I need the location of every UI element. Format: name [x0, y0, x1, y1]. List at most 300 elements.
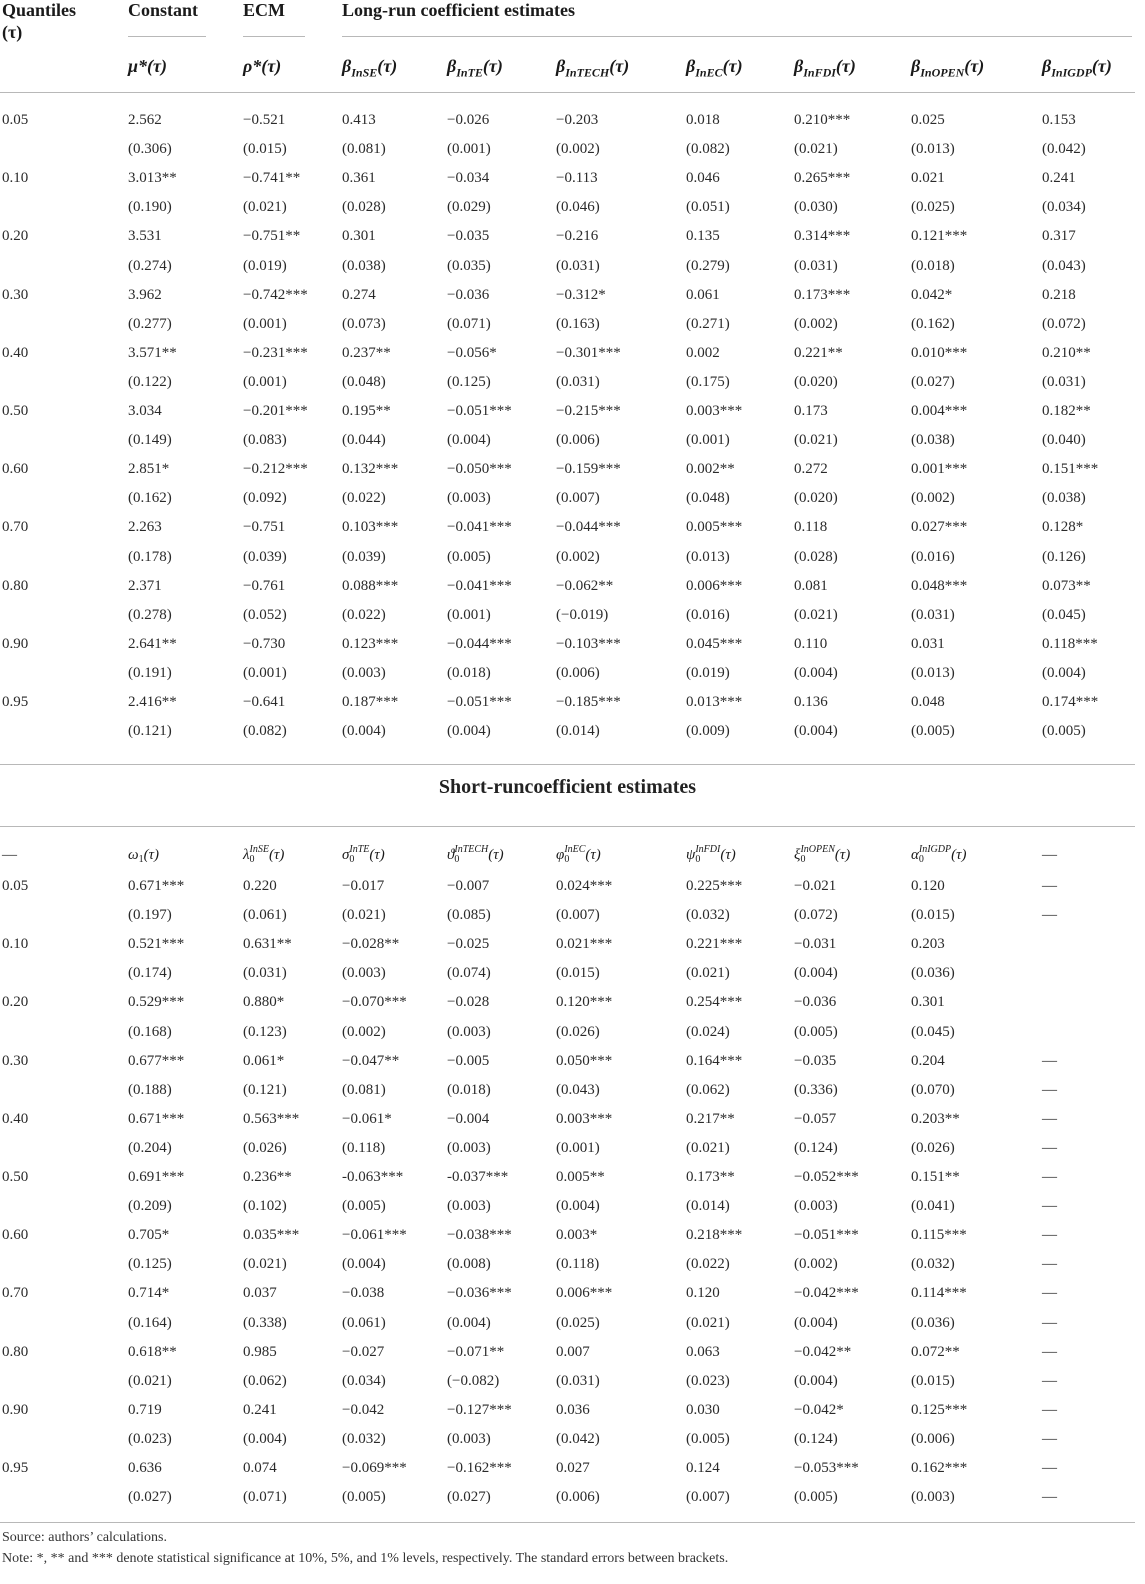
- standard-error-cell: (0.031): [556, 258, 600, 274]
- coefficient-cell: 0.225***: [686, 878, 743, 894]
- standard-error-cell: (0.041): [911, 1198, 955, 1214]
- coefficient-cell: 0.162***: [911, 1460, 968, 1476]
- standard-error-cell: (0.005): [794, 1489, 838, 1505]
- standard-error-cell: (0.045): [1042, 607, 1086, 623]
- standard-error-cell: (0.021): [686, 1140, 730, 1156]
- coefficient-cell: −0.730: [243, 636, 286, 652]
- standard-error-cell: (0.125): [128, 1256, 172, 1272]
- coefficient-cell: 0.187***: [342, 694, 399, 710]
- standard-error-cell: (0.045): [911, 1024, 955, 1040]
- symbol-base: φ: [556, 847, 565, 863]
- beta-subscript: InSE: [351, 65, 378, 80]
- symbol-base: α: [911, 847, 919, 863]
- coefficient-cell: 0.073**: [1042, 578, 1091, 594]
- beta-header-inse: [342, 56, 397, 83]
- coefficient-cell: 0.985: [243, 1344, 277, 1360]
- standard-error-cell: (0.125): [447, 374, 491, 390]
- standard-error-cell: (0.163): [556, 316, 600, 332]
- standard-error-cell: (0.005): [342, 1489, 386, 1505]
- standard-error-cell: (0.019): [686, 665, 730, 681]
- standard-error-cell: (0.085): [447, 907, 491, 923]
- coefficient-cell: 0.677***: [128, 1053, 185, 1069]
- beta-symbol: β: [1042, 56, 1052, 76]
- standard-error-cell: —: [1042, 907, 1057, 923]
- standard-error-cell: (0.118): [342, 1140, 386, 1156]
- short-run-title-rule: [0, 826, 1135, 827]
- standard-error-cell: (0.034): [342, 1373, 386, 1389]
- symbol-base: λ: [243, 847, 250, 863]
- standard-error-cell: (0.081): [342, 1082, 386, 1098]
- quantile-label: 0.20: [2, 994, 29, 1010]
- symbol-argument: (τ): [143, 847, 159, 863]
- coefficient-cell: 0.254***: [686, 994, 743, 1010]
- standard-error-cell: (0.004): [342, 1256, 386, 1272]
- symbol-subscript: 0: [349, 854, 355, 865]
- standard-error-cell: (0.015): [556, 965, 600, 981]
- coefficient-cell: 0.236**: [243, 1169, 292, 1185]
- beta-subscript: InTECH: [565, 65, 610, 80]
- standard-error-cell: (0.061): [243, 907, 287, 923]
- standard-error-cell: (0.004): [794, 1315, 838, 1331]
- standard-error-cell: (0.004): [794, 723, 838, 739]
- standard-error-cell: (0.082): [686, 141, 730, 157]
- standard-error-cell: (0.124): [794, 1431, 838, 1447]
- coefficient-cell: −0.061***: [342, 1227, 407, 1243]
- coefficient-cell: 0.103***: [342, 519, 399, 535]
- coefficient-cell: 0.220: [243, 878, 277, 894]
- standard-error-cell: (0.026): [556, 1024, 600, 1040]
- coefficient-cell: —: [1042, 1402, 1057, 1418]
- symbol-base: σ: [342, 847, 350, 863]
- standard-error-cell: (0.174): [128, 965, 172, 981]
- standard-error-cell: (0.028): [342, 199, 386, 215]
- standard-error-cell: (0.031): [243, 965, 287, 981]
- coefficient-cell: −0.050***: [447, 461, 512, 477]
- beta-symbol: β: [686, 56, 696, 76]
- coefficient-cell: −0.027: [342, 1344, 385, 1360]
- coefficient-cell: —: [1042, 1460, 1057, 1476]
- standard-error-cell: (0.005): [794, 1024, 838, 1040]
- beta-subscript: InOPEN: [920, 65, 965, 80]
- standard-error-cell: (0.006): [556, 665, 600, 681]
- coefficient-cell: 0.272: [794, 461, 828, 477]
- coefficient-cell: 0.125***: [911, 1402, 968, 1418]
- symbol-argument: (τ): [268, 847, 285, 863]
- quantile-label: 0.05: [2, 112, 29, 128]
- standard-error-cell: (0.025): [556, 1315, 600, 1331]
- coefficient-cell: 0.210**: [1042, 345, 1091, 361]
- coefficient-cell: −0.034: [447, 170, 490, 186]
- symbol-scripts: [250, 845, 269, 865]
- short-run-symbol: [447, 845, 504, 865]
- standard-error-cell: (0.029): [447, 199, 491, 215]
- coefficient-cell: −0.761: [243, 578, 286, 594]
- coefficient-cell: 0.203**: [911, 1111, 960, 1127]
- coefficient-cell: 2.641**: [128, 636, 177, 652]
- standard-error-cell: (0.121): [128, 723, 172, 739]
- symbol-subscript: 0: [564, 854, 570, 865]
- standard-error-cell: (0.036): [911, 965, 955, 981]
- coefficient-cell: 0.135: [686, 228, 720, 244]
- standard-error-cell: (0.005): [447, 549, 491, 565]
- standard-error-cell: (0.001): [447, 141, 491, 157]
- coefficient-cell: −0.031: [794, 936, 837, 952]
- constant-underline: [128, 36, 206, 37]
- standard-error-cell: (0.016): [911, 549, 955, 565]
- standard-error-cell: (0.001): [243, 316, 287, 332]
- coefficient-cell: 3.013**: [128, 170, 177, 186]
- beta-symbol: β: [342, 56, 352, 76]
- coefficient-cell: —: [1042, 1285, 1057, 1301]
- coefficient-cell: −0.036***: [447, 1285, 512, 1301]
- standard-error-cell: (0.102): [243, 1198, 287, 1214]
- coefficient-cell: 0.005***: [686, 519, 743, 535]
- standard-error-cell: (0.002): [911, 490, 955, 506]
- beta-header-infdi: [794, 56, 856, 83]
- standard-error-cell: (0.003): [911, 1489, 955, 1505]
- coefficient-cell: −0.741**: [243, 170, 301, 186]
- standard-error-cell: (0.031): [556, 1373, 600, 1389]
- coefficient-cell: 0.061*: [243, 1053, 285, 1069]
- coefficient-cell: 0.031: [911, 636, 945, 652]
- coefficient-cell: 0.151**: [911, 1169, 960, 1185]
- standard-error-cell: (0.042): [556, 1431, 600, 1447]
- symbol-scripts: [564, 845, 585, 865]
- standard-error-cell: (0.003): [342, 665, 386, 681]
- standard-error-cell: (0.122): [128, 374, 172, 390]
- coefficient-cell: 0.301: [342, 228, 376, 244]
- symbol-superscript: InSE: [249, 844, 269, 855]
- standard-error-cell: (0.004): [342, 723, 386, 739]
- coefficient-cell: 0.563***: [243, 1111, 300, 1127]
- standard-error-cell: —: [1042, 1431, 1057, 1447]
- coefficient-cell: −0.751: [243, 519, 286, 535]
- standard-error-cell: —: [1042, 1489, 1057, 1505]
- standard-error-cell: (0.013): [911, 141, 955, 157]
- standard-error-cell: (0.338): [243, 1315, 287, 1331]
- standard-error-cell: (0.005): [342, 1198, 386, 1214]
- symbol-superscript: InFDI: [695, 844, 721, 855]
- coefficient-cell: 0.301: [911, 994, 945, 1010]
- coefficient-cell: −0.005: [447, 1053, 490, 1069]
- quantile-label: 0.20: [2, 228, 29, 244]
- standard-error-cell: (0.190): [128, 199, 172, 215]
- long-run-header-rule: [0, 92, 1135, 93]
- coefficient-cell: −0.521: [243, 112, 286, 128]
- symbol-base: ξ: [794, 847, 801, 863]
- standard-error-cell: (0.027): [447, 1489, 491, 1505]
- standard-error-cell: (0.178): [128, 549, 172, 565]
- coefficient-cell: −0.036: [447, 287, 490, 303]
- coefficient-cell: −0.742***: [243, 287, 308, 303]
- quantile-label: 0.95: [2, 1460, 29, 1476]
- standard-error-cell: (0.036): [911, 1315, 955, 1331]
- coefficient-cell: 2.371: [128, 578, 162, 594]
- standard-error-cell: (0.028): [794, 549, 838, 565]
- standard-error-cell: (0.121): [243, 1082, 287, 1098]
- coefficient-cell: 0.006***: [686, 578, 743, 594]
- long-run-title: Long-run coefficient estimates: [342, 0, 575, 20]
- standard-error-cell: (0.004): [794, 665, 838, 681]
- coefficient-cell: 0.010***: [911, 345, 968, 361]
- standard-error-cell: (0.081): [342, 141, 386, 157]
- standard-error-cell: (0.004): [1042, 665, 1086, 681]
- quantile-label: 0.10: [2, 170, 29, 186]
- beta-subscript: InFDI: [803, 65, 836, 80]
- coefficient-cell: 0.048***: [911, 578, 968, 594]
- standard-error-cell: (0.022): [342, 490, 386, 506]
- symbol-scripts: [349, 845, 369, 865]
- quantile-label: 0.95: [2, 694, 29, 710]
- coefficient-cell: —: [1042, 1169, 1057, 1185]
- coefficient-cell: −0.053***: [794, 1460, 859, 1476]
- coefficient-cell: 3.531: [128, 228, 162, 244]
- ecm-header: ECM: [243, 0, 285, 20]
- coefficient-cell: 0.671***: [128, 878, 185, 894]
- coefficient-cell: 0.132***: [342, 461, 399, 477]
- coefficient-cell: −0.070***: [342, 994, 407, 1010]
- standard-error-cell: (0.043): [556, 1082, 600, 1098]
- coefficient-cell: 0.691***: [128, 1169, 185, 1185]
- coefficient-cell: 0.045***: [686, 636, 743, 652]
- coefficient-cell: 0.048: [911, 694, 945, 710]
- standard-error-cell: (0.031): [1042, 374, 1086, 390]
- long-run-underline: [342, 36, 1132, 37]
- coefficient-cell: −0.062**: [556, 578, 614, 594]
- coefficient-cell: −0.069***: [342, 1460, 407, 1476]
- standard-error-cell: (0.197): [128, 907, 172, 923]
- standard-error-cell: (0.209): [128, 1198, 172, 1214]
- quantile-label: 0.50: [2, 1169, 29, 1185]
- standard-error-cell: (0.013): [911, 665, 955, 681]
- short-run-symbol: [911, 845, 966, 865]
- beta-header-inigdp: [1042, 56, 1112, 83]
- standard-error-cell: (0.031): [556, 374, 600, 390]
- coefficient-cell: −0.751**: [243, 228, 301, 244]
- standard-error-cell: (0.030): [794, 199, 838, 215]
- standard-error-cell: (0.035): [447, 258, 491, 274]
- standard-error-cell: (0.043): [1042, 258, 1086, 274]
- standard-error-cell: (0.008): [447, 1256, 491, 1272]
- coefficient-cell: 0.002: [686, 345, 720, 361]
- coefficient-cell: 0.114***: [911, 1285, 967, 1301]
- coefficient-cell: −0.216: [556, 228, 599, 244]
- coefficient-cell: 0.018: [686, 112, 720, 128]
- coefficient-cell: 0.714*: [128, 1285, 170, 1301]
- standard-error-cell: (0.014): [556, 723, 600, 739]
- beta-argument: (τ): [609, 56, 630, 76]
- standard-error-cell: (0.003): [447, 1024, 491, 1040]
- standard-error-cell: (0.020): [794, 490, 838, 506]
- coefficient-cell: 2.562: [128, 112, 162, 128]
- standard-error-cell: (−0.082): [447, 1373, 500, 1389]
- coefficient-cell: 0.151***: [1042, 461, 1099, 477]
- coefficient-cell: -0.037***: [447, 1169, 509, 1185]
- coefficient-cell: 0.003***: [556, 1111, 613, 1127]
- coefficient-cell: −0.231***: [243, 345, 308, 361]
- coefficient-cell: −0.004: [447, 1111, 490, 1127]
- coefficient-cell: 0.118***: [1042, 636, 1098, 652]
- standard-error-cell: (0.026): [911, 1140, 955, 1156]
- standard-error-cell: (0.048): [342, 374, 386, 390]
- beta-subscript: InIGDP: [1051, 65, 1092, 80]
- coefficient-cell: 0.636: [128, 1460, 162, 1476]
- standard-error-cell: (0.016): [686, 607, 730, 623]
- standard-error-cell: (0.023): [686, 1373, 730, 1389]
- coefficient-cell: 0.880*: [243, 994, 285, 1010]
- standard-error-cell: (0.027): [911, 374, 955, 390]
- coefficient-cell: 0.521***: [128, 936, 185, 952]
- coefficient-cell: 0.164***: [686, 1053, 743, 1069]
- symbol-subscript: 0: [454, 854, 460, 865]
- standard-error-cell: (0.072): [1042, 316, 1086, 332]
- standard-error-cell: (0.021): [342, 907, 386, 923]
- coefficient-cell: 0.265***: [794, 170, 851, 186]
- standard-error-cell: (0.274): [128, 258, 172, 274]
- coefficient-cell: −0.127***: [447, 1402, 512, 1418]
- standard-error-cell: (0.004): [556, 1198, 600, 1214]
- coefficient-cell: −0.203: [556, 112, 599, 128]
- coefficient-cell: 0.002**: [686, 461, 735, 477]
- short-run-symbol: [556, 845, 601, 865]
- coefficient-cell: 0.210***: [794, 112, 851, 128]
- standard-error-cell: (0.042): [1042, 141, 1086, 157]
- standard-error-cell: (0.004): [794, 965, 838, 981]
- coefficient-cell: 0.413: [342, 112, 376, 128]
- coefficient-cell: −0.038: [342, 1285, 385, 1301]
- coefficient-cell: 0.705*: [128, 1227, 170, 1243]
- standard-error-cell: (−0.019): [556, 607, 609, 623]
- standard-error-cell: —: [1042, 1082, 1057, 1098]
- quantile-label: 0.50: [2, 403, 29, 419]
- coefficient-cell: 0.003*: [556, 1227, 598, 1243]
- quantile-label: 0.30: [2, 1053, 29, 1069]
- coefficient-cell: −0.051***: [447, 694, 512, 710]
- coefficient-cell: 0.529***: [128, 994, 185, 1010]
- beta-symbol: β: [447, 56, 457, 76]
- standard-error-cell: (0.021): [794, 607, 838, 623]
- standard-error-cell: (0.021): [794, 432, 838, 448]
- coefficient-cell: 0.204: [911, 1053, 945, 1069]
- beta-subscript: InEC: [695, 65, 723, 80]
- quantile-label: 0.30: [2, 287, 29, 303]
- standard-error-cell: (0.004): [447, 723, 491, 739]
- quantile-label: 0.05: [2, 878, 29, 894]
- standard-error-cell: (0.018): [911, 258, 955, 274]
- coefficient-cell: −0.036: [794, 994, 837, 1010]
- symbol-argument: (τ): [834, 847, 851, 863]
- coefficient-cell: —: [1042, 1344, 1057, 1360]
- coefficient-cell: 0.027***: [911, 519, 968, 535]
- coefficient-cell: −0.312*: [556, 287, 606, 303]
- coefficient-cell: 0.719: [128, 1402, 162, 1418]
- standard-error-cell: (0.083): [243, 432, 287, 448]
- symbol-scripts: [695, 845, 720, 865]
- coefficient-cell: —: [1042, 1227, 1057, 1243]
- standard-error-cell: (0.044): [342, 432, 386, 448]
- beta-argument: (τ): [722, 56, 743, 76]
- coefficient-cell: 0.361: [342, 170, 376, 186]
- standard-error-cell: (0.074): [447, 965, 491, 981]
- standard-error-cell: (0.022): [342, 607, 386, 623]
- coefficient-cell: 0.115***: [911, 1227, 967, 1243]
- coefficient-cell: −0.042**: [794, 1344, 852, 1360]
- beta-symbol: β: [556, 56, 566, 76]
- standard-error-cell: (0.004): [794, 1373, 838, 1389]
- standard-error-cell: (0.026): [243, 1140, 287, 1156]
- coefficient-cell: −0.215***: [556, 403, 621, 419]
- standard-error-cell: (0.038): [342, 258, 386, 274]
- coefficient-cell: −0.042: [342, 1402, 385, 1418]
- coefficient-cell: 0.221***: [686, 936, 743, 952]
- coefficient-cell: 0.121***: [911, 228, 968, 244]
- coefficient-cell: −0.051***: [447, 403, 512, 419]
- standard-error-cell: (0.021): [794, 141, 838, 157]
- standard-error-cell: (0.031): [911, 607, 955, 623]
- beta-argument: (τ): [964, 56, 985, 76]
- coefficient-cell: −0.162***: [447, 1460, 512, 1476]
- standard-error-cell: (0.271): [686, 316, 730, 332]
- coefficient-cell: 0.021***: [556, 936, 613, 952]
- standard-error-cell: (0.003): [342, 965, 386, 981]
- coefficient-cell: 0.046: [686, 170, 720, 186]
- coefficient-cell: −0.028: [447, 994, 490, 1010]
- coefficient-cell: 0.153: [1042, 112, 1076, 128]
- standard-error-cell: (0.032): [342, 1431, 386, 1447]
- coefficient-cell: −0.052***: [794, 1169, 859, 1185]
- standard-error-cell: (0.188): [128, 1082, 172, 1098]
- standard-error-cell: (0.051): [686, 199, 730, 215]
- standard-error-cell: (0.004): [447, 1315, 491, 1331]
- quantile-label: 0.60: [2, 461, 29, 477]
- standard-error-cell: (0.031): [794, 258, 838, 274]
- coefficient-cell: 0.001***: [911, 461, 968, 477]
- coefficient-cell: 0.217**: [686, 1111, 735, 1127]
- standard-error-cell: —: [1042, 1140, 1057, 1156]
- coefficient-cell: 0.072**: [911, 1344, 960, 1360]
- standard-error-cell: (0.002): [556, 141, 600, 157]
- standard-error-cell: (0.073): [342, 316, 386, 332]
- standard-error-cell: (0.002): [342, 1024, 386, 1040]
- coefficient-cell: —: [1042, 1053, 1057, 1069]
- beta-argument: (τ): [835, 56, 856, 76]
- standard-error-cell: (0.023): [128, 1431, 172, 1447]
- standard-error-cell: (0.003): [794, 1198, 838, 1214]
- symbol-argument: (τ): [369, 847, 385, 863]
- beta-argument: (τ): [482, 56, 503, 76]
- coefficient-cell: −0.212***: [243, 461, 308, 477]
- quantile-label: 0.60: [2, 1227, 29, 1243]
- constant-symbol: μ*(τ): [128, 56, 167, 76]
- coefficient-cell: 0.110: [794, 636, 828, 652]
- standard-error-cell: (0.124): [794, 1140, 838, 1156]
- coefficient-cell: −0.017: [342, 878, 385, 894]
- coefficient-cell: 0.036: [556, 1402, 590, 1418]
- standard-error-cell: —: [1042, 1315, 1057, 1331]
- beta-argument: (τ): [377, 56, 398, 76]
- standard-error-cell: (0.021): [686, 965, 730, 981]
- coefficient-cell: −0.007: [447, 878, 490, 894]
- standard-error-cell: (0.082): [243, 723, 287, 739]
- standard-error-cell: (0.001): [243, 374, 287, 390]
- standard-error-cell: (0.019): [243, 258, 287, 274]
- beta-argument: (τ): [1091, 56, 1112, 76]
- coefficient-cell: 0.007: [556, 1344, 590, 1360]
- coefficient-cell: 0.074: [243, 1460, 277, 1476]
- standard-error-cell: (0.048): [686, 490, 730, 506]
- coefficient-cell: 0.671***: [128, 1111, 185, 1127]
- coefficient-cell: 0.037: [243, 1285, 277, 1301]
